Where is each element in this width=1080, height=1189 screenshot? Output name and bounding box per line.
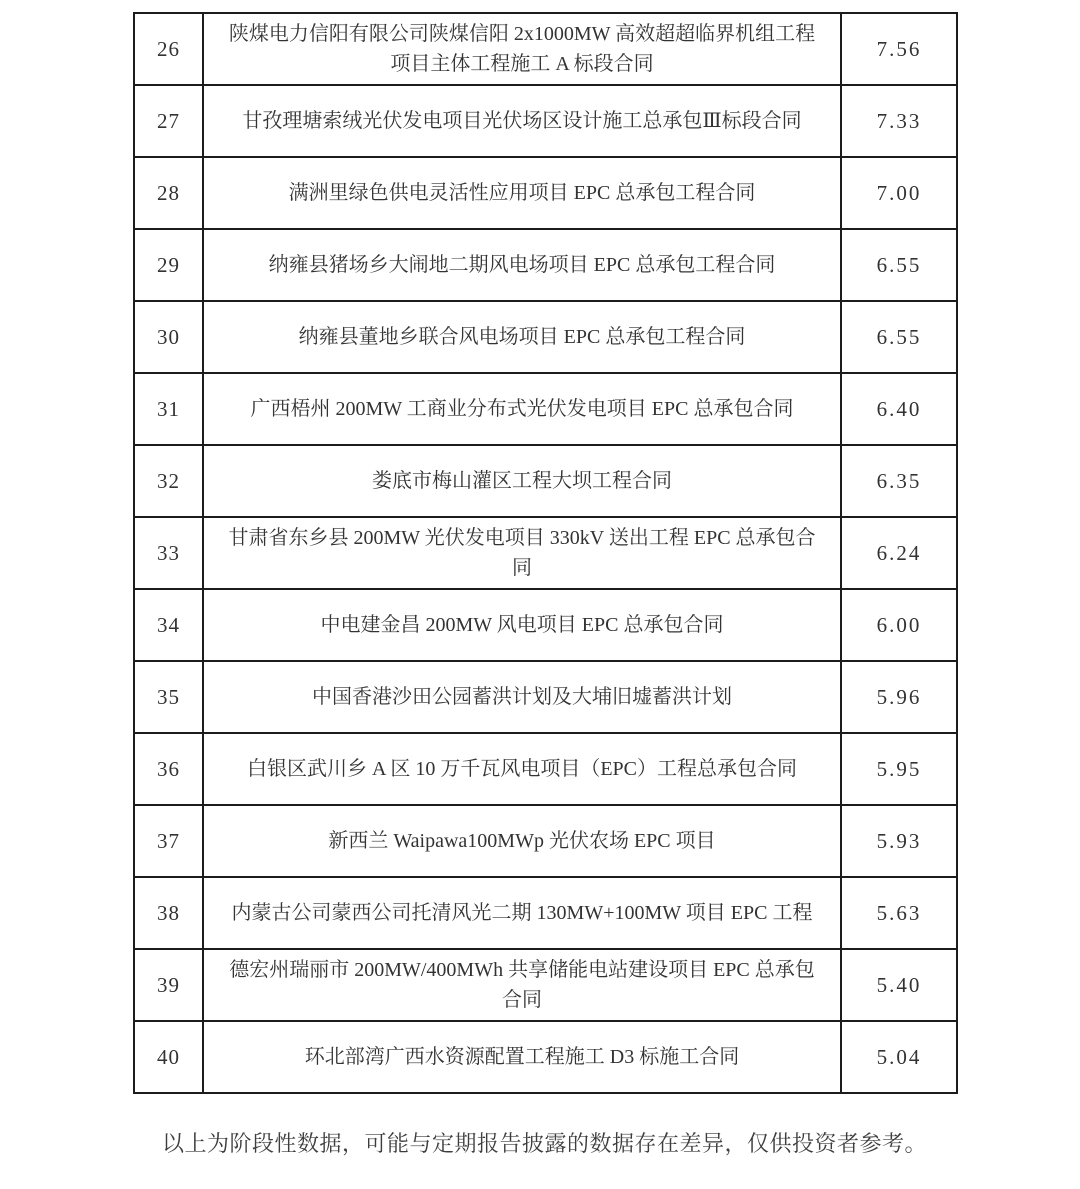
row-number-cell: 40 <box>134 1021 203 1093</box>
project-name-cell: 内蒙古公司蒙西公司托清风光二期 130MW+100MW 项目 EPC 工程 <box>203 877 841 949</box>
table-row <box>134 589 957 661</box>
table-row <box>134 949 957 1021</box>
table-row <box>134 517 957 589</box>
table-row <box>134 661 957 733</box>
table-row <box>134 13 957 85</box>
row-number-cell: 35 <box>134 661 203 733</box>
table-row <box>134 157 957 229</box>
project-name-cell: 中电建金昌 200MW 风电项目 EPC 总承包合同 <box>203 589 841 661</box>
amount-cell: 7.56 <box>841 13 957 85</box>
amount-cell: 5.95 <box>841 733 957 805</box>
project-name-cell: 满洲里绿色供电灵活性应用项目 EPC 总承包工程合同 <box>203 157 841 229</box>
project-name-cell: 中国香港沙田公园蓄洪计划及大埔旧墟蓄洪计划 <box>203 661 841 733</box>
amount-cell: 6.24 <box>841 517 957 589</box>
table-row <box>134 229 957 301</box>
amount-cell: 5.96 <box>841 661 957 733</box>
amount-cell: 5.40 <box>841 949 957 1021</box>
row-number-cell: 28 <box>134 157 203 229</box>
row-number-cell: 30 <box>134 301 203 373</box>
table-row <box>134 1021 957 1093</box>
table-row <box>134 85 957 157</box>
project-name-cell: 娄底市梅山灌区工程大坝工程合同 <box>203 445 841 517</box>
row-number-cell: 33 <box>134 517 203 589</box>
amount-cell: 6.55 <box>841 229 957 301</box>
row-number-cell: 34 <box>134 589 203 661</box>
project-name-cell: 纳雍县董地乡联合风电场项目 EPC 总承包工程合同 <box>203 301 841 373</box>
project-name-cell: 德宏州瑞丽市 200MW/400MWh 共享储能电站建设项目 EPC 总承包合同 <box>203 949 841 1021</box>
project-name-cell: 白银区武川乡 A 区 10 万千瓦风电项目（EPC）工程总承包合同 <box>203 733 841 805</box>
amount-cell: 6.00 <box>841 589 957 661</box>
table-row <box>134 445 957 517</box>
project-name-cell: 环北部湾广西水资源配置工程施工 D3 标施工合同 <box>203 1021 841 1093</box>
table-body <box>134 13 957 1093</box>
row-number-cell: 29 <box>134 229 203 301</box>
project-name-cell: 广西梧州 200MW 工商业分布式光伏发电项目 EPC 总承包合同 <box>203 373 841 445</box>
table-row <box>134 301 957 373</box>
project-name-cell: 陕煤电力信阳有限公司陕煤信阳 2x1000MW 高效超超临界机组工程项目主体工程施工 A 标段合同 <box>203 13 841 85</box>
row-number-cell: 27 <box>134 85 203 157</box>
amount-cell: 5.04 <box>841 1021 957 1093</box>
project-name-cell: 新西兰 Waipawa100MWp 光伏农场 EPC 项目 <box>203 805 841 877</box>
amount-cell: 6.35 <box>841 445 957 517</box>
project-name-cell: 纳雍县猪场乡大闹地二期风电场项目 EPC 总承包工程合同 <box>203 229 841 301</box>
amount-cell: 6.55 <box>841 301 957 373</box>
amount-cell: 6.40 <box>841 373 957 445</box>
contract-table <box>133 12 958 1094</box>
project-name-cell: 甘孜理塘索绒光伏发电项目光伏场区设计施工总承包Ⅲ标段合同 <box>203 85 841 157</box>
row-number-cell: 26 <box>134 13 203 85</box>
row-number-cell: 31 <box>134 373 203 445</box>
table-row <box>134 733 957 805</box>
row-number-cell: 38 <box>134 877 203 949</box>
amount-cell: 7.33 <box>841 85 957 157</box>
amount-cell: 5.93 <box>841 805 957 877</box>
footer-note: 以上为阶段性数据，可能与定期报告披露的数据存在差异，仅供投资者参考。 <box>161 1131 927 1156</box>
row-number-cell: 39 <box>134 949 203 1021</box>
amount-cell: 7.00 <box>841 157 957 229</box>
row-number-cell: 32 <box>134 445 203 517</box>
table-row <box>134 805 957 877</box>
project-name-cell: 甘肃省东乡县 200MW 光伏发电项目 330kV 送出工程 EPC 总承包合同 <box>203 517 841 589</box>
row-number-cell: 37 <box>134 805 203 877</box>
amount-cell: 5.63 <box>841 877 957 949</box>
table-row <box>134 877 957 949</box>
table-row <box>134 373 957 445</box>
row-number-cell: 36 <box>134 733 203 805</box>
